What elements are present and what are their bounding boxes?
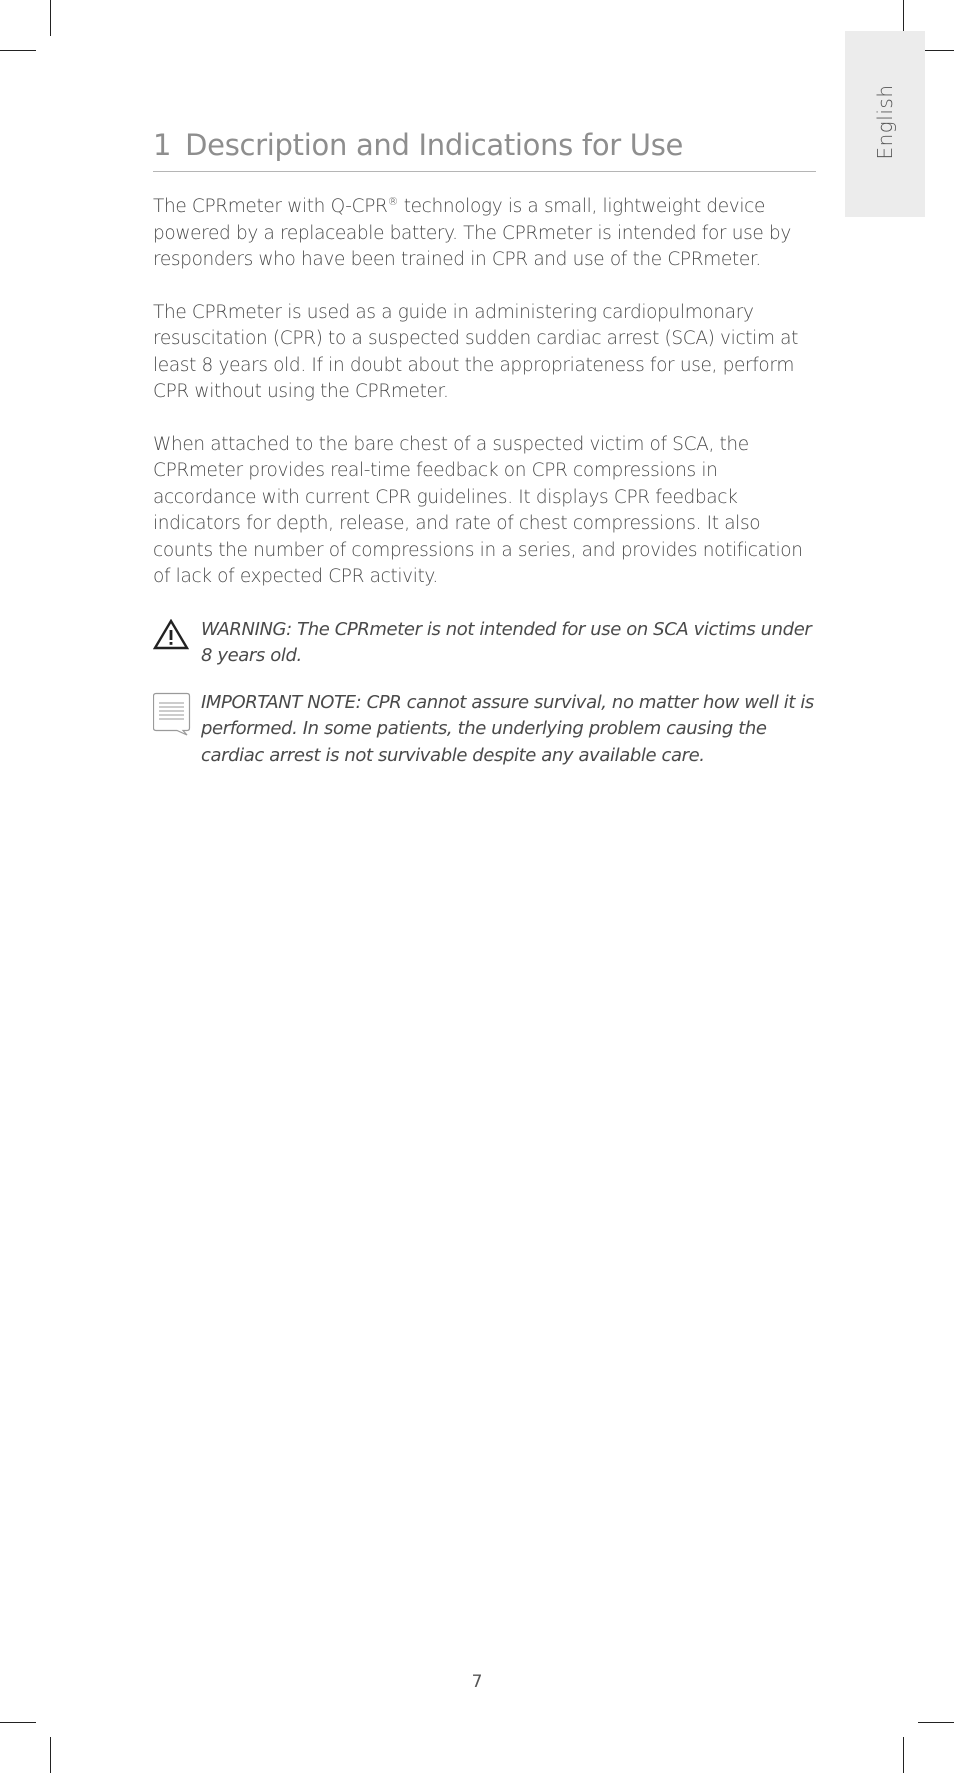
warning-block <box>153 617 819 670</box>
registered-mark: ® <box>387 195 399 208</box>
warning-text: WARNING: The CPRmeter is not intended for use on SCA victims under 8 years old. <box>201 618 812 666</box>
crop-mark <box>50 1737 51 1773</box>
note-icon <box>153 692 191 745</box>
paragraph-usage: The CPRmeter is used as a guide in administering cardiopulmonary resuscitation (CPR) to a suspected sudden cardiac arrest (SCA) victim at least 8 years old. If in doubt about the appropriateness for use, perform CPR without using the CPRmeter. <box>153 301 799 402</box>
section-title: Description and Indications for Use <box>185 128 684 162</box>
language-tab-label: English <box>873 84 897 160</box>
crop-mark <box>903 1737 904 1773</box>
crop-mark <box>0 1722 36 1723</box>
language-tab <box>845 31 925 217</box>
crop-mark <box>0 50 36 51</box>
paragraph-feedback: When attached to the bare chest of a suspected victim of SCA, the CPRmeter provides real-time feedback on CPR compressions in accordance with current CPR guidelines. It displays CPR feedback indicators for depth, release, and rate of chest compressions. It also counts the number of compressions in a series, and provides notification of lack of expected CPR activity. <box>153 433 803 587</box>
paragraph-intro-text: The CPRmeter with Q-CPR <box>153 196 388 217</box>
page-number: 7 <box>471 1672 483 1692</box>
important-note-text: IMPORTANT NOTE: CPR cannot assure survival, no matter how well it is performed. In some patients, the underlying problem causing the cardiac arrest is not survivable despite any available care. <box>201 691 814 766</box>
crop-mark <box>918 1722 954 1723</box>
crop-mark <box>50 0 51 36</box>
warning-triangle-icon <box>153 619 189 660</box>
important-note-block <box>153 690 819 770</box>
paragraph-intro <box>153 194 819 274</box>
section-number: 1 <box>153 128 172 162</box>
body-content <box>153 194 819 789</box>
section-heading <box>153 128 816 172</box>
paragraph-intro-text-cont: technology is a small, lightweight device powered by a replaceable battery. The CPRmeter is intended for use by responders who have been trained in CPR and use of the CPRmeter. <box>153 196 791 270</box>
